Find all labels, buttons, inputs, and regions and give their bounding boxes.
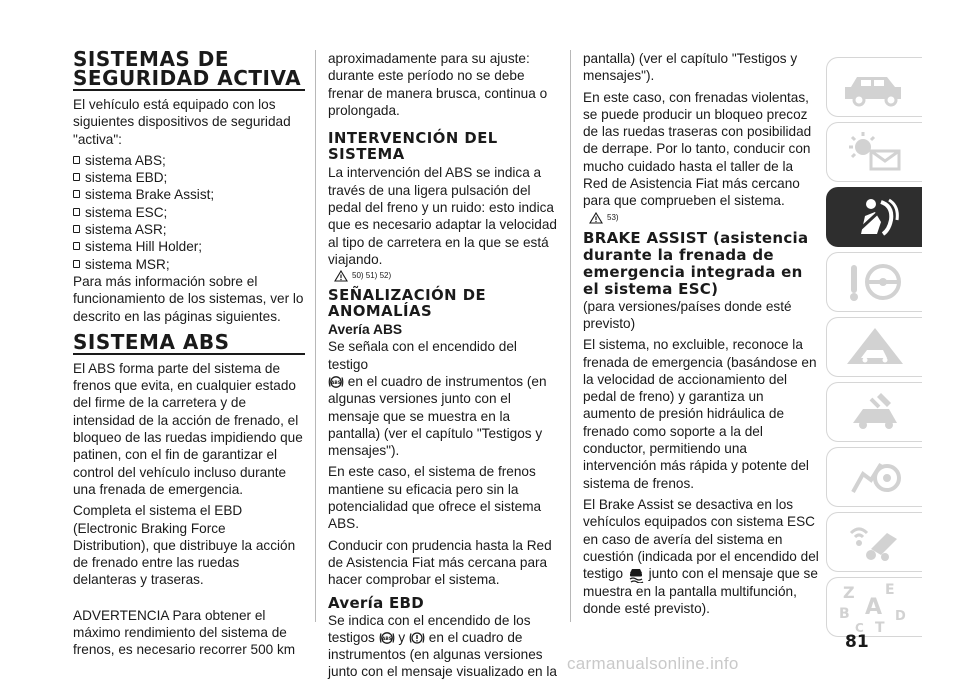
heading-fault-signalling: SEÑALIZACIÓN DE ANOMALÍAS — [328, 287, 487, 320]
brake-assist-description: El sistema, no excluible, reconoce la frenada de emergencia (basándose en la velocidad de accionamiento del pedal de freno) y garantiza un aumento de presión hidráulica de frenado como soporte a la del conductor, permitiendo una intervención más rápida y potente del sistema de frenos. — [583, 337, 817, 491]
bullet-box-icon — [73, 225, 80, 233]
multimedia-icon — [841, 519, 909, 565]
brake-assist-versions: (para versiones/países donde esté previsto) — [583, 298, 792, 331]
abs-paragraph-1: El ABS forma parte del sistema de frenos que evita, en cualquier estado del firme de la carretera y de intensidad de la acción de frenado, el bloqueo de las ruedas impidiendo que patinen, con el fin de garantizar el control del vehículo incluso durante una frenada de emergencia. — [73, 360, 303, 497]
key-steering-icon — [841, 259, 909, 305]
svg-text:ABS: ABS — [331, 381, 341, 387]
maintenance-icon — [841, 389, 909, 435]
continued-text: pantalla) (ver el capítulo "Testigos y mensajes"). — [583, 51, 798, 84]
column-divider — [570, 50, 571, 622]
bullet-box-icon — [73, 156, 80, 164]
warning-triangle-icon — [589, 212, 603, 224]
index-letter: C — [854, 621, 864, 634]
tech-data-icon — [841, 454, 909, 500]
intervention-text: La intervención del ABS se indica a través de una ligera pulsación del pedal del freno y un ruido: esto indica que es necesario adaptar la velocidad al tipo de carretera en la que se está viajando. — [328, 165, 557, 267]
emergency-icon — [841, 324, 909, 370]
systems-list — [73, 152, 305, 273]
abs-warning: ADVERTENCIA Para obtener el máximo rendimiento del sistema de frenos, es necesario recorrer 500 km — [73, 607, 296, 658]
abs-warning-light-icon — [328, 375, 344, 389]
tab-emergency[interactable] — [826, 317, 922, 377]
column-divider — [315, 50, 316, 622]
column-3 — [583, 50, 819, 621]
svg-text:ABS: ABS — [381, 637, 392, 643]
warning-references: 50) 51) 52) — [334, 270, 560, 282]
list-item: sistema ABS; — [73, 152, 305, 169]
warning-triangle-icon — [334, 270, 348, 282]
tab-safety[interactable] — [826, 187, 922, 247]
tab-multimedia[interactable] — [826, 512, 922, 572]
heading-brake-assist: BRAKE ASSIST (asistencia durante la frenada de emergencia integrada en el sistema ESC) — [583, 228, 809, 298]
section-title-active-safety: SISTEMAS DE SEGURIDAD ACTIVA — [73, 50, 305, 91]
abs-fault-text-3: Conducir con prudencia hasta la Red de Asistencia Fiat más cercana para hacer comprobar el sistema. — [328, 537, 552, 588]
index-letter: Z — [842, 583, 855, 602]
list-item: sistema EBD; — [73, 169, 305, 186]
index-letter: D — [894, 609, 906, 624]
bullet-box-icon — [73, 208, 80, 216]
page-number: 81 — [845, 632, 869, 652]
column-1 — [73, 47, 305, 663]
heading-abs-fault: Avería ABS — [328, 322, 403, 338]
car-info-icon — [841, 65, 909, 109]
tab-maintenance[interactable] — [826, 382, 922, 442]
list-item: sistema MSR; — [73, 256, 305, 273]
tab-car-info[interactable] — [826, 57, 922, 117]
bullet-box-icon — [73, 173, 80, 181]
brake-warning-light-icon — [409, 631, 425, 645]
outro-text: Para más información sobre el funcionamiento de los sistemas, ver lo descrito en las páginas siguientes. — [73, 273, 304, 324]
dashboard-lights-icon — [841, 129, 909, 175]
tab-index[interactable] — [826, 577, 922, 637]
abs-fault-text: Se señala con el encendido del testigo ABS en el cuadro de instrumentos (en algunas versiones junto con el mensaje que se muestra en la pantalla) (ver el capítulo "Testigos y mensajes"). — [328, 339, 547, 459]
index-letter: T — [874, 620, 885, 634]
abs-warning-light-icon — [379, 631, 395, 645]
bullet-box-icon — [73, 190, 80, 198]
abs-paragraph-2: Completa el sistema el EBD (Electronic Braking Force Distribution), que distribuye la acción de frenado entre las ruedas delanteras y traseras. — [73, 503, 296, 588]
section-title-abs: SISTEMA ABS — [73, 333, 305, 355]
esc-warning-light-icon — [627, 567, 645, 583]
index-letter: B — [838, 606, 850, 622]
list-item: sistema ESC; — [73, 204, 305, 221]
tab-technical-data[interactable] — [826, 447, 922, 507]
index-letter: A — [864, 595, 882, 620]
tab-dashboard[interactable] — [826, 122, 922, 182]
ebd-consequence-text: En este caso, con frenadas violentas, se puede producir un bloqueo precoz de las ruedas traseras con posibilidad de derrape. Por lo tanto, conducir con mucho cuidado hasta el taller de la Red de Asistencia Fiat más cercano para que comprueben el sistema. — [583, 89, 812, 209]
bullet-box-icon — [73, 242, 80, 250]
abs-fault-text-2: En este caso, el sistema de frenos mantiene su eficacia pero sin la potencialidad que ofrece el sistema ABS. — [328, 464, 542, 532]
heading-system-intervention: INTERVENCIÓN DEL SISTEMA — [328, 130, 498, 163]
warning-references: 53) — [589, 212, 819, 224]
ebd-fault-text: Se indica con el encendido de los testigos ABS y en el cuadro de instrumentos (en algunas versiones junto con el mensaje visualizado en la — [328, 612, 557, 680]
intro-text: El vehículo está equipado con los siguientes dispositivos de seguridad "activa": — [73, 97, 291, 147]
watermark: carmanualsonline.info — [567, 654, 739, 673]
list-item: sistema Brake Assist; — [73, 186, 305, 203]
brake-assist-deactivation: El Brake Assist se desactiva en los vehículos equipados con sistema ESC en caso de avería del sistema en cuestión (indicada por el encendido del testigo junto con el mensaje que se muestra en la pantalla multifunción, donde esté previsto). — [583, 496, 819, 616]
continued-text: aproximadamente para su ajuste: durante este período no se debe frenar de manera brusca, continua o prolongada. — [328, 51, 548, 118]
list-item: sistema Hill Holder; — [73, 238, 305, 255]
heading-ebd-fault: Avería EBD — [328, 593, 425, 612]
bullet-box-icon — [73, 260, 80, 268]
chapter-tabs — [826, 57, 922, 642]
index-letter: E — [884, 582, 895, 598]
column-2 — [328, 50, 560, 685]
seat-safety-icon — [841, 194, 909, 240]
tab-starting[interactable] — [826, 252, 922, 312]
list-item: sistema ASR; — [73, 221, 305, 238]
index-icon — [835, 580, 915, 634]
